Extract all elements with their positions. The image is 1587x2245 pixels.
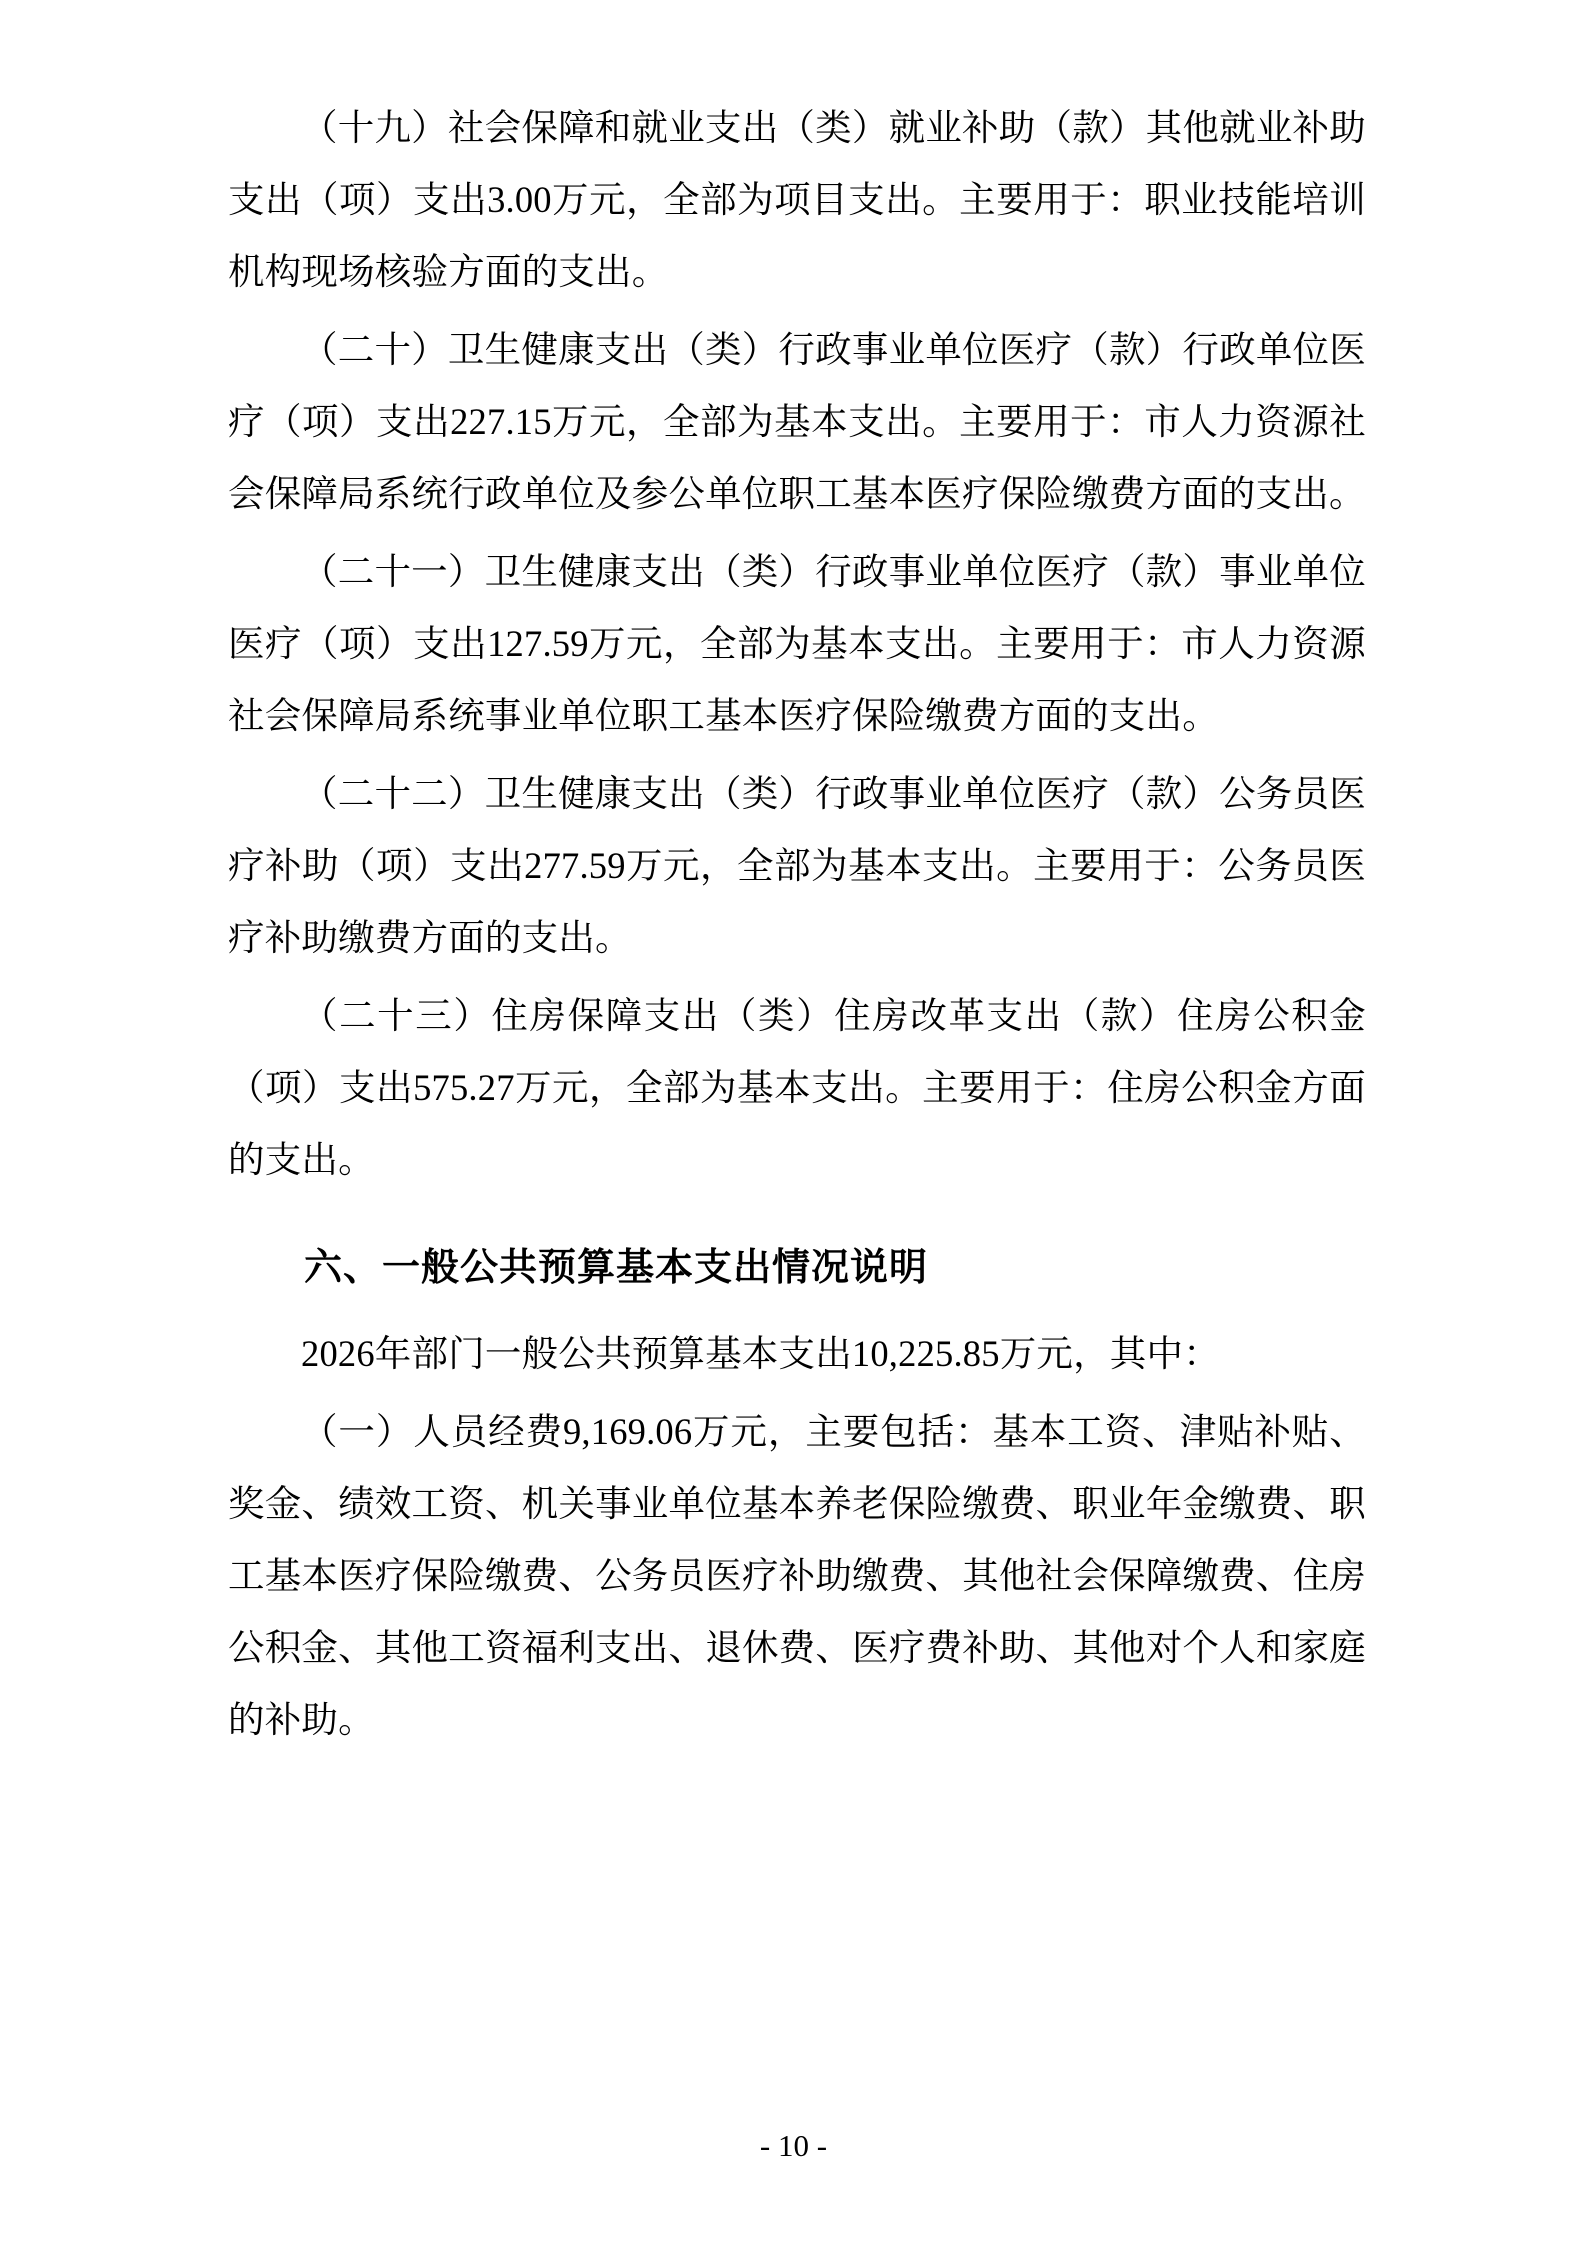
paragraph-21: （二十一）卫生健康支出（类）行政事业单位医疗（款）事业单位医疗（项）支出127.59万元，全部为基本支出。主要用于：市人力资源社会保障局系统事业单位职工基本医疗保险缴费方面的支出。: [228, 551, 1366, 736]
section-paragraph-personnel: （一）人员经费9,169.06万元，主要包括：基本工资、津贴补贴、奖金、绩效工资、机关事业单位基本养老保险缴费、职业年金缴费、职工基本医疗保险缴费、公务员医疗补助缴费、其他社会保障缴费、住房公积金、其他工资福利支出、退休费、医疗费补助、其他对个人和家庭的补助。: [228, 1411, 1366, 1740]
paragraph-19: （十九）社会保障和就业支出（类）就业补助（款）其他就业补助支出（项）支出3.00万元，全部为项目支出。主要用于：职业技能培训机构现场核验方面的支出。: [228, 107, 1366, 292]
section-heading-six: 六、一般公共预算基本支出情况说明: [304, 1247, 929, 1289]
paragraph-23: （二十三）住房保障支出（类）住房改革支出（款）住房公积金（项）支出575.27万元，全部为基本支出。主要用于：住房公积金方面的支出。: [228, 995, 1366, 1180]
document-content: [228, 92, 1366, 1762]
page-number: - 10 -: [759, 2128, 828, 2163]
section-paragraph-intro: 2026年部门一般公共预算基本支出10,225.85万元，其中：: [301, 1333, 1220, 1374]
paragraph-20: （二十）卫生健康支出（类）行政事业单位医疗（款）行政单位医疗（项）支出227.15万元，全部为基本支出。主要用于：市人力资源社会保障局系统行政单位及参公单位职工基本医疗保险缴费方面的支出。: [228, 329, 1366, 514]
paragraph-22: （二十二）卫生健康支出（类）行政事业单位医疗（款）公务员医疗补助（项）支出277.59万元，全部为基本支出。主要用于：公务员医疗补助缴费方面的支出。: [228, 773, 1366, 958]
